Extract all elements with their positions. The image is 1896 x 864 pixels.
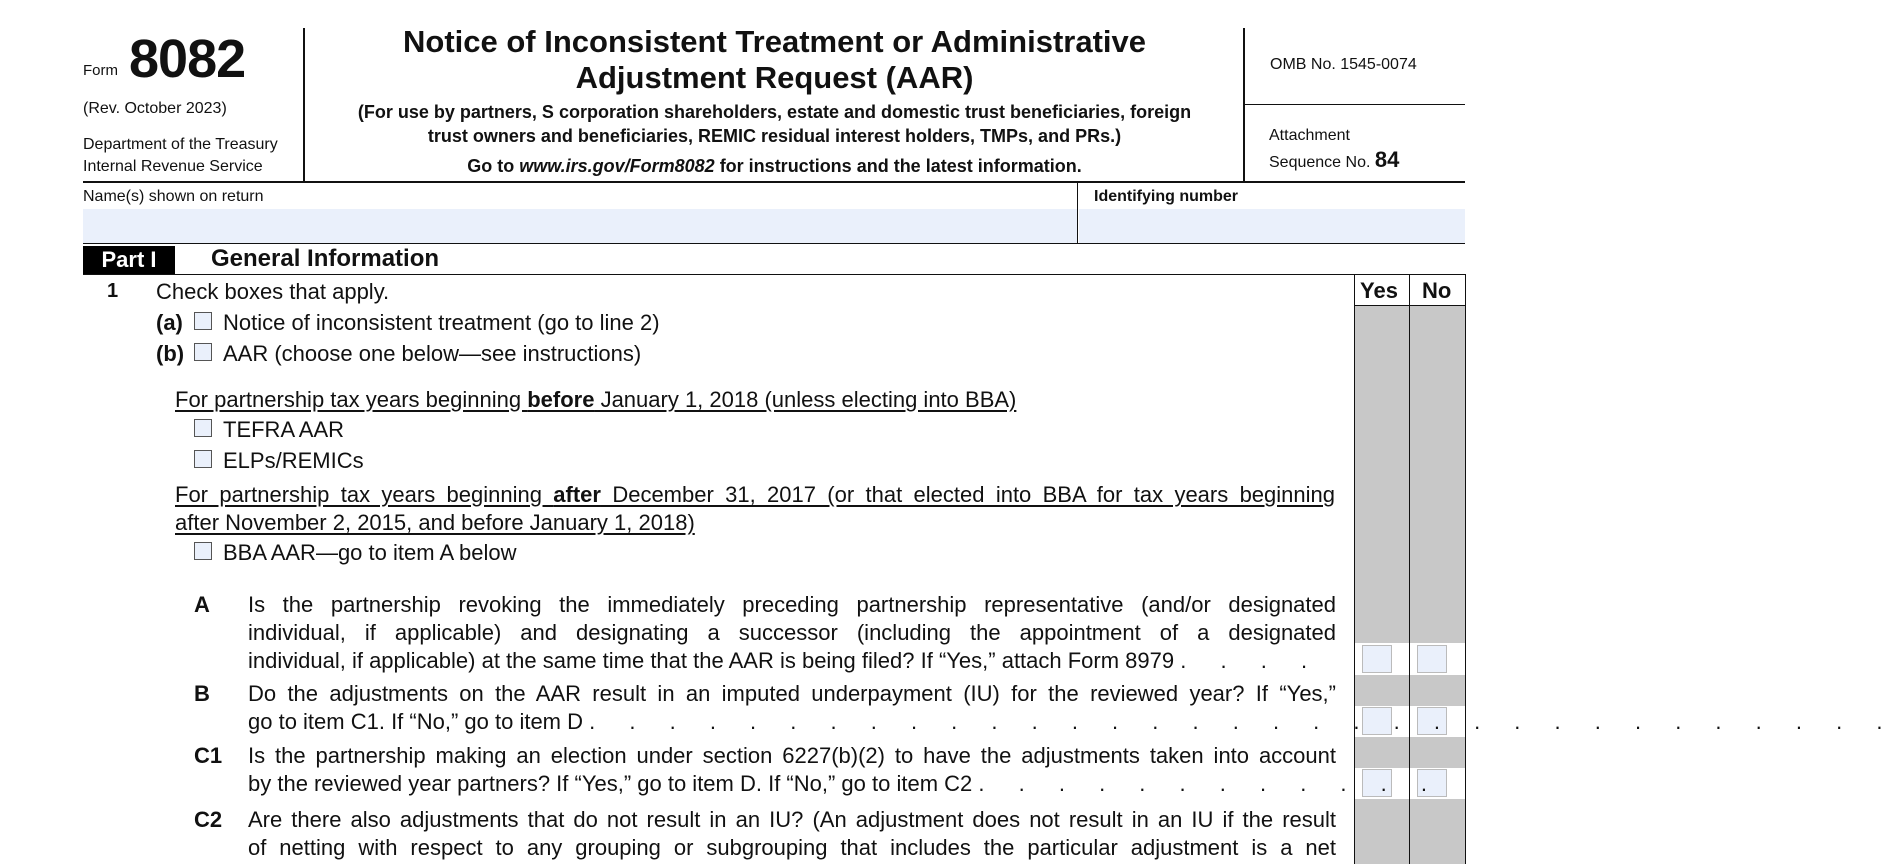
item-a-line2: individual, if applicable) and designating a successor (including the appointment of a designated <box>248 620 1336 645</box>
goto-prefix: Go to <box>467 156 520 176</box>
form-number: 8082 <box>129 29 246 89</box>
no-shade-1 <box>1410 306 1465 643</box>
title-line1: Notice of Inconsistent Treatment or Administrative <box>403 24 1146 59</box>
item-c2-line1: Are there also adjustments that do not result in an IU? (An adjustment does not result in an IU if the result <box>248 807 1336 832</box>
after-2017-line2: after November 2, 2015, and before January 1, 2018) <box>175 510 695 535</box>
item-c2-label: C2 <box>194 807 223 832</box>
form-label: Form <box>83 62 118 79</box>
goto-suffix: for instructions and the latest information. <box>714 156 1082 176</box>
after-prefix: For partnership tax years beginning <box>175 482 554 507</box>
item-b-line1: Do the adjustments on the AAR result in an imputed underpayment (IU) for the reviewed year? If “Yes,” <box>248 681 1336 706</box>
names-label: Name(s) shown on return <box>83 188 264 205</box>
before-bold: before <box>527 387 595 412</box>
sequence-label: Sequence No. <box>1269 154 1371 171</box>
title-line2: Adjustment Request (AAR) <box>575 60 974 95</box>
item-c2-line2: of netting with respect to any grouping or subgrouping that includes the particular adjustment is a net <box>248 835 1336 860</box>
yes-shade-2 <box>1355 675 1409 706</box>
field-divider <box>1077 183 1078 243</box>
identifying-number-label: Identifying number <box>1094 188 1238 205</box>
after-2017-heading <box>175 482 1335 508</box>
line1b-text: AAR (choose one below—see instructions) <box>223 341 642 366</box>
subtitle-line1: (For use by partners, S corporation shareholders, estate and domestic trust beneficiaries, foreign <box>357 102 1192 122</box>
part-rule <box>83 274 1465 275</box>
part-title: General Information <box>211 245 440 272</box>
no-header: No <box>1422 278 1452 303</box>
subtitle-line2: trust owners and beneficiaries, REMIC residual interest holders, TMPs, and PRs.) <box>427 126 1122 146</box>
item-a-dots: . . . . <box>1180 648 1322 673</box>
instructions-link[interactable]: www.irs.gov/Form8082 <box>519 156 715 176</box>
department <box>83 134 278 178</box>
no-shade-3 <box>1410 737 1465 768</box>
revision-date: (Rev. October 2023) <box>83 100 227 117</box>
before-suffix: January 1, 2018 (unless electing into BBA) <box>594 387 1017 412</box>
line1a-label: (a) <box>156 310 183 335</box>
no-shade-4 <box>1410 799 1465 864</box>
item-a-no[interactable] <box>1417 645 1447 673</box>
yes-shade-1 <box>1355 306 1409 643</box>
item-b-label: B <box>194 681 210 706</box>
item-a-line1: Is the partnership revoking the immediately preceding partnership representative (and/or designated <box>248 592 1336 617</box>
item-c1-label: C1 <box>194 743 223 768</box>
header-divider-right <box>1243 28 1245 182</box>
line1-number: 1 <box>107 280 119 302</box>
item-c1-line1: Is the partnership making an election under section 6227(b)(2) to have the adjustments taken into account <box>248 743 1336 768</box>
item-b-line2 <box>248 709 1896 735</box>
item-c1-line2 <box>248 771 1441 797</box>
bba-checkbox[interactable] <box>194 542 212 560</box>
department-line2: Internal Revenue Service <box>83 158 263 175</box>
before-prefix: For partnership tax years beginning <box>175 387 528 412</box>
item-a-yes[interactable] <box>1362 645 1392 673</box>
after-bold: after <box>553 482 601 507</box>
omb-divider <box>1243 104 1465 105</box>
item-a-line3 <box>248 648 1321 674</box>
elps-label: ELPs/REMICs <box>223 448 364 473</box>
yes-shade-3 <box>1355 737 1409 768</box>
part-label: Part I <box>83 246 175 274</box>
line1-text: Check boxes that apply. <box>156 279 390 304</box>
yes-header: Yes <box>1360 278 1398 303</box>
header-divider-left <box>303 28 305 182</box>
tefra-checkbox[interactable] <box>194 419 212 437</box>
item-b-line2-text: go to item C1. If “No,” go to item D <box>248 709 584 734</box>
before-2018-heading <box>175 387 1016 413</box>
attachment-sequence <box>1269 124 1399 175</box>
item-c1-line2-text: by the reviewed year partners? If “Yes,” go to item D. If “No,” go to item C2 <box>248 771 973 796</box>
no-shade-2 <box>1410 675 1465 706</box>
item-a-line3-text: individual, if applicable) at the same time that the AAR is being filed? If “Yes,” attach Form 8979 <box>248 648 1175 673</box>
identifying-number-field[interactable] <box>1079 209 1465 243</box>
line1a-text: Notice of inconsistent treatment (go to line 2) <box>223 310 660 335</box>
form-subtitle <box>318 100 1231 148</box>
line1b-label: (b) <box>156 341 185 366</box>
item-c1-dots: . . . . . . . . . . . . <box>978 771 1441 796</box>
attachment-label: Attachment <box>1269 127 1350 144</box>
after-suffix: December 31, 2017 (or that elected into BBA for tax years beginning <box>600 482 1335 507</box>
item-a-label: A <box>194 592 210 617</box>
form-title <box>318 24 1231 96</box>
fields-bottom-rule <box>83 243 1465 244</box>
tefra-label: TEFRA AAR <box>223 417 345 442</box>
omb-number: OMB No. 1545-0074 <box>1270 56 1417 73</box>
no-col-right <box>1465 274 1466 864</box>
item-b-dots: . . . . . . . . . . . . . . . . . . . . . . . . . . . . . . . . . <box>589 709 1896 734</box>
instructions-line <box>318 156 1231 177</box>
yes-shade-4 <box>1355 799 1409 864</box>
bba-label: BBA AAR—go to item A below <box>223 540 517 565</box>
names-field[interactable] <box>83 209 1077 243</box>
department-line1: Department of the Treasury <box>83 136 278 153</box>
sequence-number: 84 <box>1374 147 1400 172</box>
notice-checkbox[interactable] <box>194 312 212 330</box>
elps-checkbox[interactable] <box>194 450 212 468</box>
header-bottom-rule <box>83 181 1465 183</box>
aar-checkbox[interactable] <box>194 343 212 361</box>
